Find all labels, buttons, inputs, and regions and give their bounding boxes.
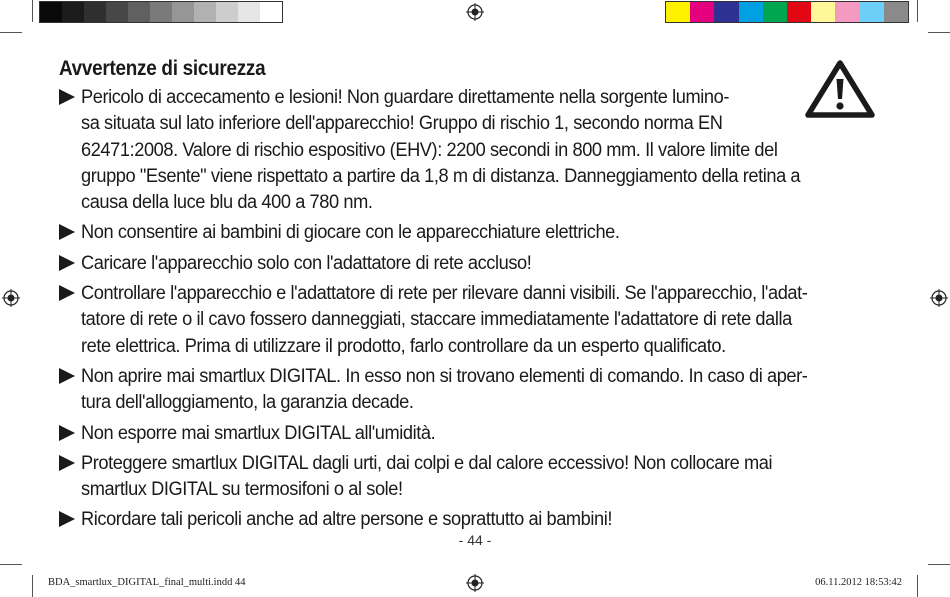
color-swatch: [84, 2, 106, 22]
color-swatch: [714, 2, 738, 22]
color-swatch: [62, 2, 84, 22]
crop-mark: [917, 575, 918, 597]
color-swatch: [172, 2, 194, 22]
list-item-text: Caricare l'apparecchio solo con l'adattatore di rete accluso!: [81, 251, 532, 274]
bullet-arrow-icon: [59, 285, 75, 301]
registration-mark-icon: [2, 289, 20, 307]
list-item-text: Proteggere smartlux DIGITAL dagli urti, dai colpi e dal calore eccessivo! Non collocare mai smartlux DIGITAL su termosifoni o al sole!: [81, 451, 773, 501]
list-item-text: Non aprire mai smartlux DIGITAL. In esso non si trovano elementi di comando. In caso di aper- tura dell'alloggiamento, la garanzia decade.: [81, 364, 808, 414]
color-swatch: [835, 2, 859, 22]
slug-timestamp: 06.11.2012 18:53:42: [815, 577, 902, 588]
bullet-arrow-icon: [59, 89, 75, 105]
registration-mark-icon: [930, 289, 948, 307]
list-item-text: Controllare l'apparecchio e l'adattatore di rete per rilevare danni visibili. Se l'apparecchio, l'adat- tatore di rete o il cavo fossero danneggiati, staccare immediatamente l'adattatore di rete dalla rete elettrica. Prima di utilizzare il prodotto, farlo controllare da un esperto qualificato.: [81, 282, 808, 357]
crop-mark: [928, 564, 950, 565]
color-swatch: [40, 2, 62, 22]
crop-mark: [0, 564, 22, 565]
color-swatch: [787, 2, 811, 22]
process-color-bar: [665, 1, 909, 23]
color-swatch: [811, 2, 835, 22]
crop-mark: [917, 0, 918, 22]
color-swatch: [860, 2, 884, 22]
color-swatch: [194, 2, 216, 22]
bullet-arrow-icon: [59, 255, 75, 271]
page-number: - 44 -: [458, 532, 492, 548]
color-swatch: [260, 2, 282, 22]
list-item-text: Ricordare tali pericoli anche ad altre persone e soprattutto ai bambini!: [81, 508, 613, 531]
registration-mark-icon: [466, 3, 484, 21]
list-item: [59, 280, 879, 359]
color-swatch: [739, 2, 763, 22]
list-item: [59, 363, 879, 416]
color-swatch: [238, 2, 260, 22]
color-swatch: [763, 2, 787, 22]
list-item: [59, 250, 879, 276]
color-swatch: [216, 2, 238, 22]
crop-mark: [32, 575, 33, 597]
bullet-arrow-icon: [59, 425, 75, 441]
crop-mark: [32, 0, 33, 22]
color-swatch: [666, 2, 690, 22]
crop-mark: [0, 32, 22, 33]
bullet-arrow-icon: [59, 455, 75, 471]
safety-warnings-list: [59, 84, 879, 537]
list-item-text: Pericolo di accecamento e lesioni! Non guardare direttamente nella sorgente lumino- sa situata sul lato inferiore dell'apparecchio! Gruppo di rischio 1, secondo norma EN 62471:2008. Valore di rischio espositivo (EHV): 2200 secondi in 800 mm. Il valore limite del gruppo "Esente" viene rispettato a partire da 1,8 m di distanza. Danneggiamento della retina a causa della luce blu da 400 a 780 nm.: [81, 86, 801, 214]
registration-mark-icon: [466, 574, 484, 592]
section-heading: Avvertenze di sicurezza: [59, 57, 266, 80]
color-swatch: [690, 2, 714, 22]
color-swatch: [150, 2, 172, 22]
list-item: [59, 84, 879, 215]
bullet-arrow-icon: [59, 511, 75, 527]
list-item-text: Non esporre mai smartlux DIGITAL all'umidità.: [81, 421, 436, 444]
list-item: [59, 450, 879, 503]
list-item-text: Non consentire ai bambini di giocare con le apparecchiature elettriche.: [81, 221, 620, 244]
crop-mark: [928, 32, 950, 33]
slug-filename: BDA_smartlux_DIGITAL_final_multi.indd 44: [48, 577, 246, 588]
list-item: [59, 219, 879, 245]
color-swatch: [128, 2, 150, 22]
color-swatch: [106, 2, 128, 22]
grayscale-color-bar: [39, 1, 283, 23]
color-swatch: [884, 2, 908, 22]
list-item: [59, 506, 879, 532]
list-item: [59, 420, 879, 446]
bullet-arrow-icon: [59, 368, 75, 384]
bullet-arrow-icon: [59, 224, 75, 240]
